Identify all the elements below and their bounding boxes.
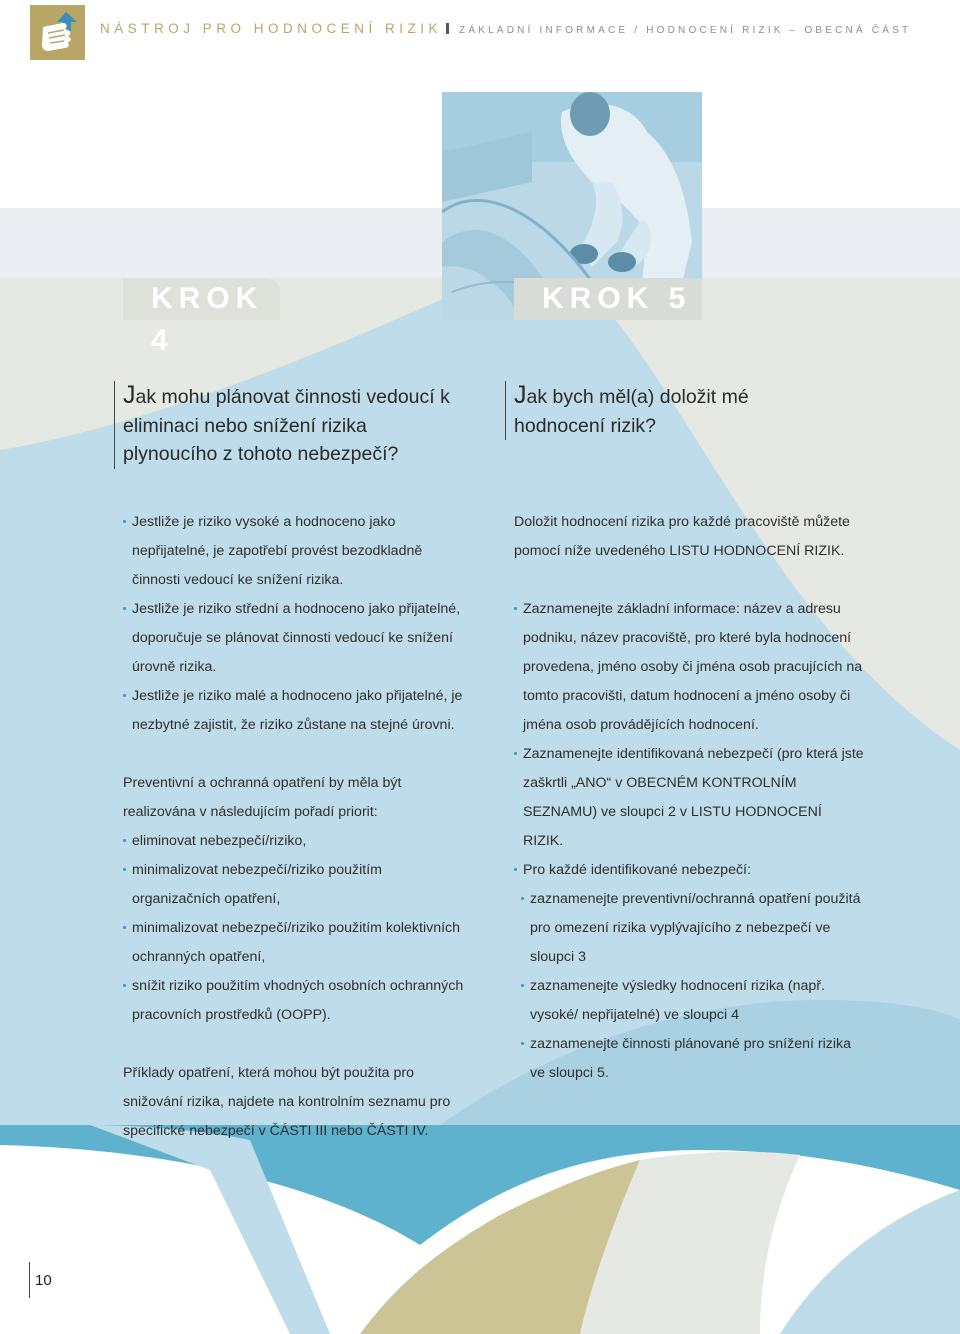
header-title-line xyxy=(100,21,911,36)
list-item: eliminovat nebezpečí/riziko, xyxy=(123,827,468,856)
page-number: 10 xyxy=(29,1262,52,1298)
risk-level-list xyxy=(123,508,468,740)
logo xyxy=(30,5,85,60)
documentation-list xyxy=(514,595,864,1088)
list-item: Zaznamenejte identifikovaná nebezpečí (pro která jste zaškrtli „ANO“ v OBECNÉM KONTROLNÍM SEZNAMU) ve sloupci 2 v LISTU HODNOCENÍ RIZIK. xyxy=(514,740,864,856)
header-title: NÁSTROJ PRO HODNOCENÍ RIZIK xyxy=(100,21,443,36)
header-separator xyxy=(446,23,449,34)
step-5-question xyxy=(505,381,764,440)
list-item: Jestliže je riziko malé a hodnoceno jako přijatelné, je nezbytné zajistit, že riziko zůstane na stejné úrovni. xyxy=(123,682,468,740)
step-5-badge: KROK 5 xyxy=(514,278,702,320)
list-item: Jestliže je riziko vysoké a hodnoceno jako nepřijatelné, je zapotřebí provést bezodkladně činnosti vedoucí ke snížení rizika. xyxy=(123,508,468,595)
step-4-question-initial: J xyxy=(123,381,136,409)
step-4-question xyxy=(114,381,463,469)
priority-list xyxy=(123,827,468,1030)
examples-note: Příklady opatření, která mohou být použita pro snižování rizika, najdete na kontrolním seznamu pro specifické nebezpečí v ČÁSTI III nebo ČÁSTI IV. xyxy=(123,1065,451,1139)
step-5-question-initial: J xyxy=(514,381,527,409)
step-4-question-text: ak mohu plánovat činnosti vedoucí k eliminaci nebo snížení rizika plynoucího z tohoto nebezpečí? xyxy=(123,386,450,465)
step-4-badge: KROK 4 xyxy=(123,278,280,320)
page-header xyxy=(0,0,960,70)
list-item: minimalizovat nebezpečí/riziko použitím kolektivních ochranných opatření, xyxy=(123,914,468,972)
sub-list-item: zaznamenejte výsledky hodnocení rizika (např. vysoké/ nepřijatelné) ve sloupci 4 xyxy=(514,972,864,1030)
step-5-question-text: ak bych měl(a) doložit mé hodnocení rizik? xyxy=(514,386,749,437)
list-item: Jestliže je riziko střední a hodnoceno jako přijatelné, doporučuje se plánovat činnosti vedoucí ke snížení úrovně rizika. xyxy=(123,595,468,682)
priority-intro: Preventivní a ochranná opatření by měla být realizována v následujícím pořadí priorit: xyxy=(123,775,402,820)
list-item: snížit riziko použitím vhodných osobních ochranných pracovních prostředků (OOPP). xyxy=(123,972,468,1030)
list-item: Zaznamenejte základní informace: název a adresu podniku, název pracoviště, pro které byla hodnocení provedena, jméno osoby či jména osob pracujících na tomto pracovišti, datum hodnocení a jméno osoby či jména osob provádějících hodnocení. xyxy=(514,595,864,740)
documentation-intro: Doložit hodnocení rizika pro každé pracoviště můžete pomocí níže uvedeného LISTU HODNOCENÍ RIZIK. xyxy=(514,514,850,559)
list-item: minimalizovat nebezpečí/riziko použitím organizačních opatření, xyxy=(123,856,468,914)
list-item: Pro každé identifikované nebezpečí: xyxy=(514,856,864,885)
hand-with-arrow-icon xyxy=(30,5,85,60)
step-5-content xyxy=(514,508,864,1088)
sub-list-item: zaznamenejte činnosti plánované pro snížení rizika ve sloupci 5. xyxy=(514,1030,864,1088)
sub-list-item: zaznamenejte preventivní/ochranná opatření použitá pro omezení rizika vyplývajícího z nebezpečí ve sloupci 3 xyxy=(514,885,864,972)
step-4-content xyxy=(123,508,468,1146)
header-subtitle: ZÁKLADNÍ INFORMACE / HODNOCENÍ RIZIK – OBECNÁ ČÁST xyxy=(459,25,912,36)
